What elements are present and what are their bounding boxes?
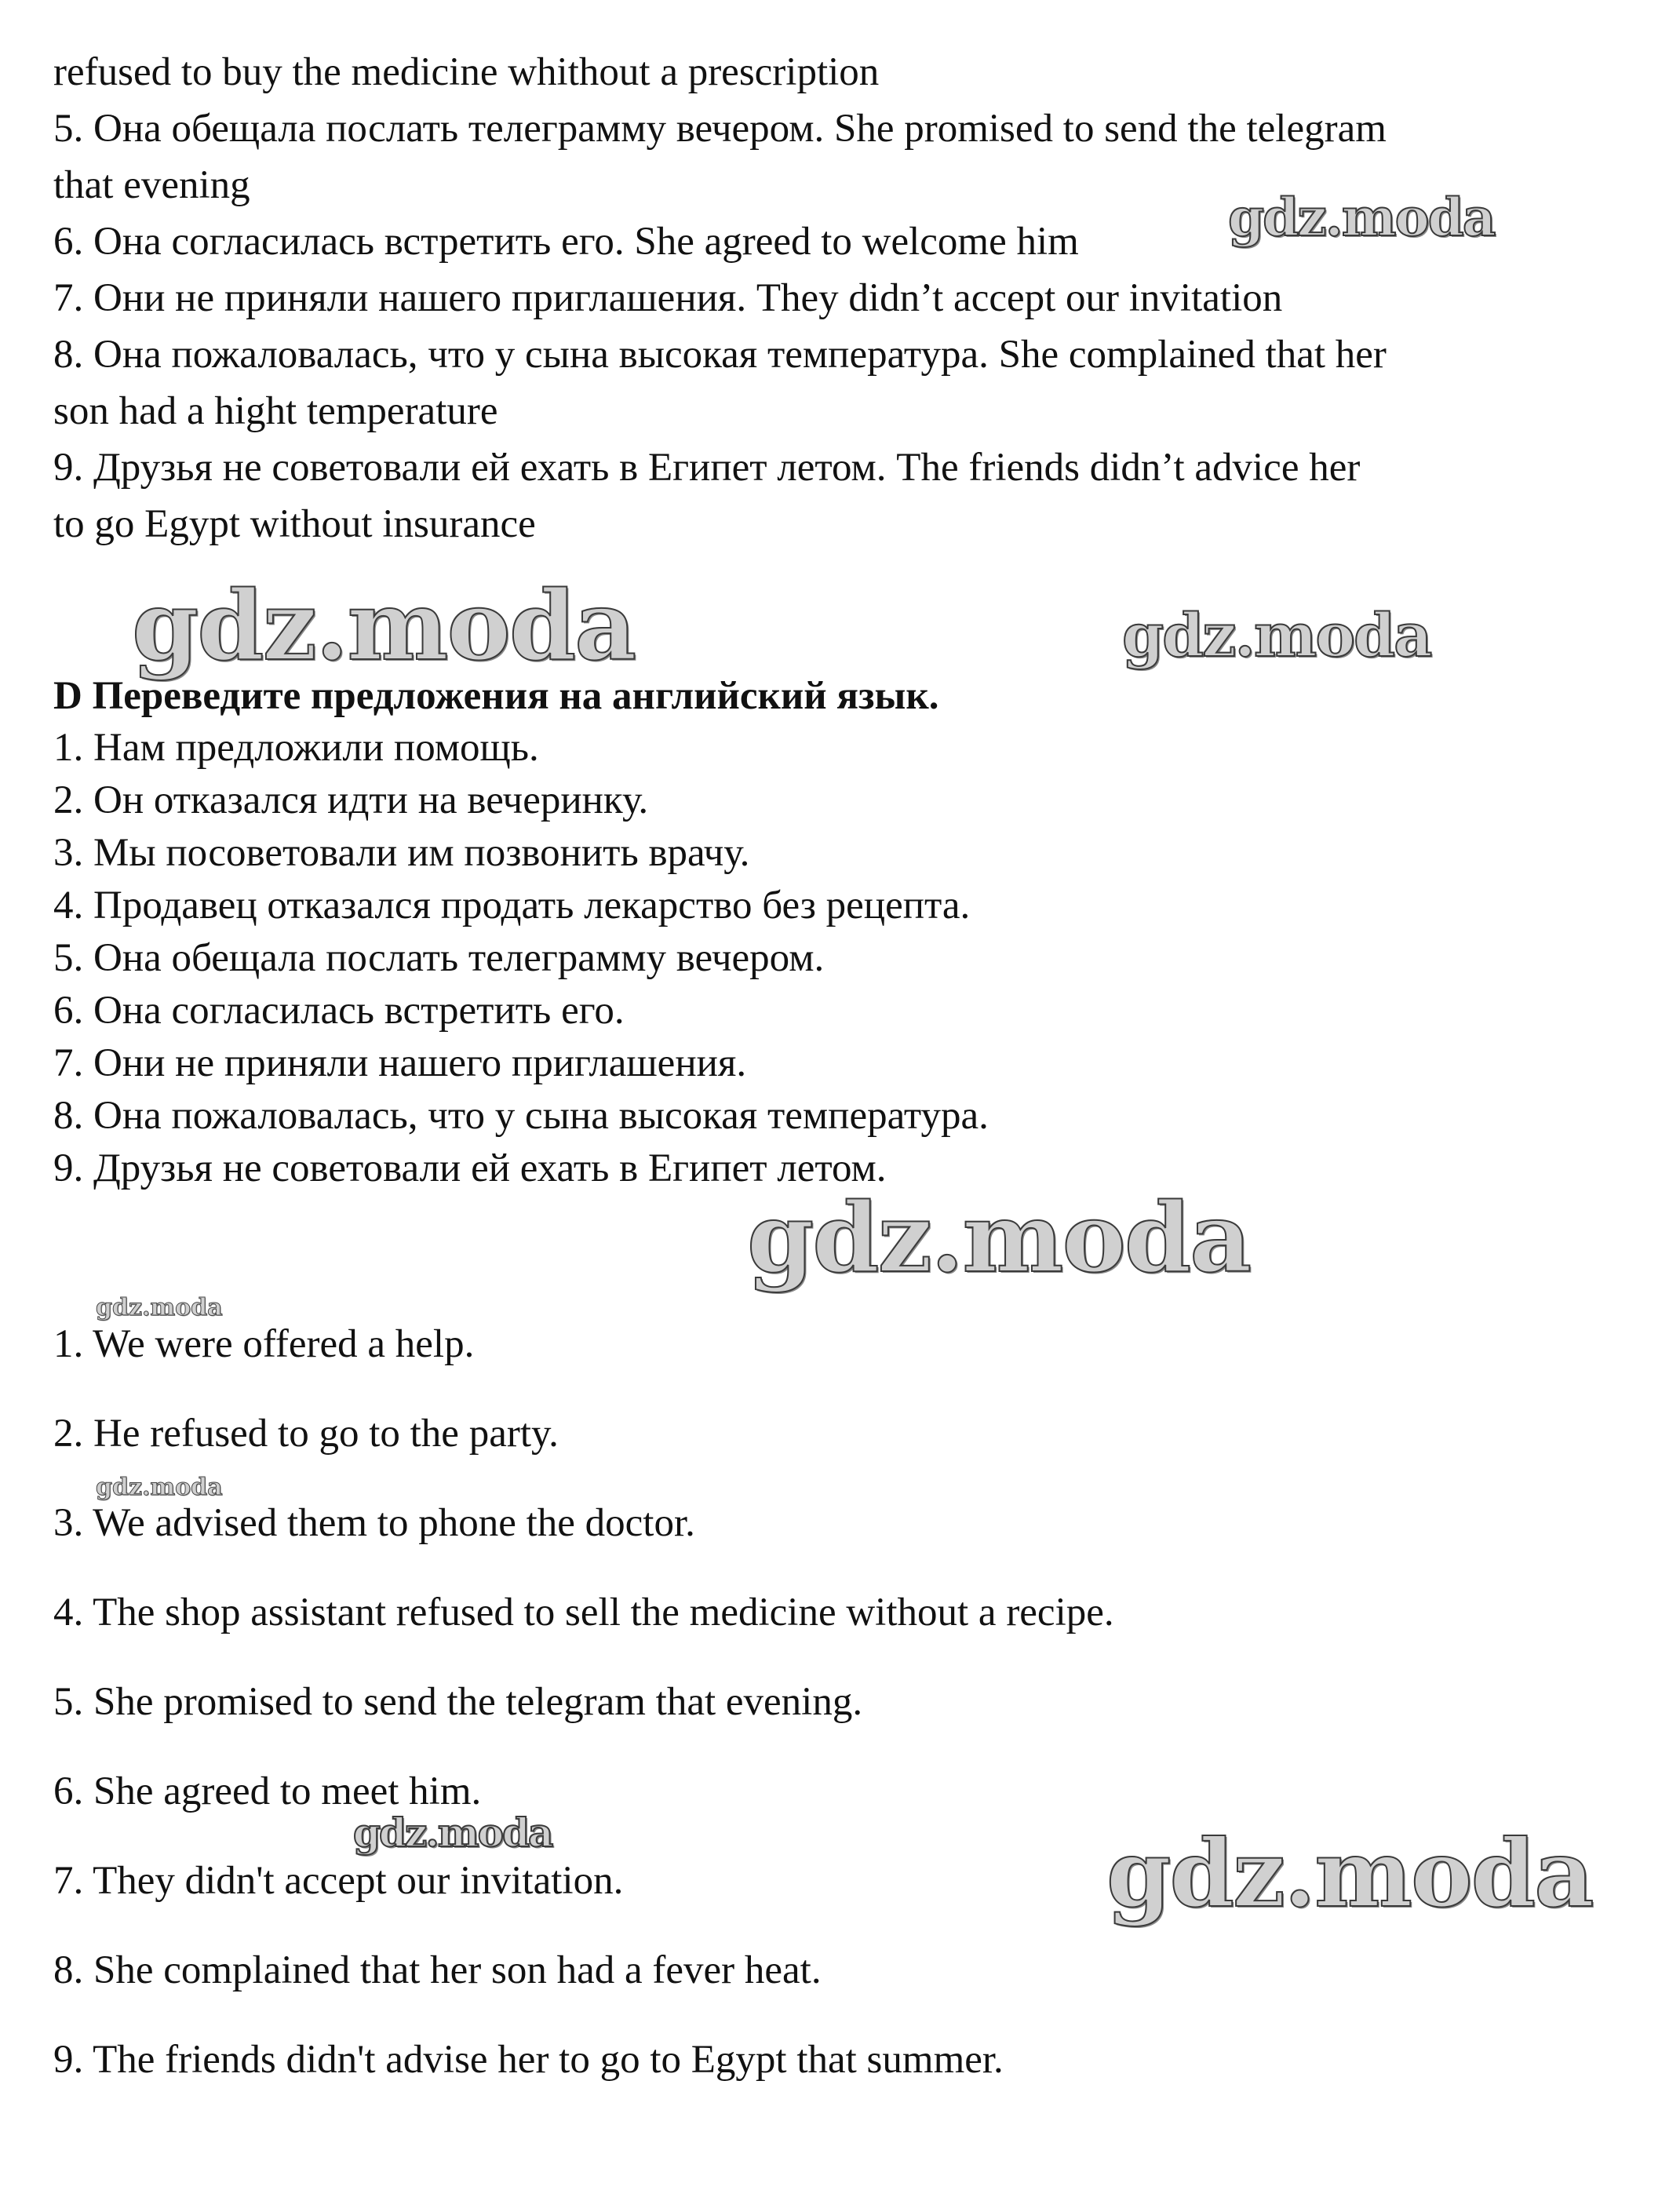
answer-line: 8. She complained that her son had a fever heat. <box>53 1948 822 1992</box>
answer-line: 3. We advised them to phone the doctor. <box>53 1501 695 1545</box>
watermark: gdz.moda <box>1228 187 1495 248</box>
previous-answer-line: 6. Она согласилась встретить его. She agreed to welcome him <box>53 220 1079 264</box>
task-sentence: 9. Друзья не советовали ей ехать в Египет летом. <box>53 1146 887 1190</box>
answer-line: 6. She agreed to meet him. <box>53 1769 482 1813</box>
watermark: gdz.moda <box>96 1474 223 1501</box>
answer-line: 7. They didn't accept our invitation. <box>53 1859 624 1903</box>
task-sentence: 4. Продавец отказался продать лекарство без рецепта. <box>53 884 971 927</box>
task-sentence: 7. Они не приняли нашего приглашения. <box>53 1041 747 1085</box>
previous-answer-line: that evening <box>53 163 250 207</box>
task-sentence: 5. Она обещала послать телеграмму вечером. <box>53 936 825 980</box>
answer-line: 4. The shop assistant refused to sell the medicine without a recipe. <box>53 1591 1114 1634</box>
previous-answer-line: 5. Она обещала послать телеграмму вечером. She promised to send the telegram <box>53 107 1387 151</box>
previous-answer-line: son had a hight temperature <box>53 389 498 433</box>
previous-answer-line: to go Egypt without insurance <box>53 502 536 546</box>
task-heading: D Переведите предложения на английский язык. <box>53 674 939 718</box>
previous-answer-line: 8. Она пожаловалась, что у сына высокая температура. She complained that her <box>53 333 1387 377</box>
answer-line: 9. The friends didn't advise her to go to Egypt that summer. <box>53 2038 1004 2082</box>
task-sentence: 2. Он отказался идти на вечеринку. <box>53 778 649 822</box>
task-sentence: 1. Нам предложили помощь. <box>53 726 539 770</box>
watermark: gdz.moda <box>747 1181 1251 1294</box>
watermark: gdz.moda <box>1106 1819 1593 1928</box>
previous-answer-line: 9. Друзья не советовали ей ехать в Египет летом. The friends didn’t advice her <box>53 446 1361 490</box>
answer-line: 2. He refused to go to the party. <box>53 1412 559 1456</box>
watermark: gdz.moda <box>353 1809 552 1856</box>
previous-answer-line: 7. Они не приняли нашего приглашения. They didn’t accept our invitation <box>53 276 1283 320</box>
answer-line: 5. She promised to send the telegram that evening. <box>53 1680 863 1724</box>
watermark: gdz.moda <box>96 1294 223 1321</box>
previous-answer-line: refused to buy the medicine whithout a prescription <box>53 50 880 94</box>
answer-line: 1. We were offered a help. <box>53 1322 475 1366</box>
watermark: gdz.moda <box>1122 600 1431 670</box>
task-sentence: 6. Она согласилась встретить его. <box>53 989 625 1033</box>
watermark: gdz.moda <box>132 569 636 682</box>
task-sentence: 8. Она пожаловалась, что у сына высокая температура. <box>53 1094 989 1138</box>
task-sentence: 3. Мы посоветовали им позвонить врачу. <box>53 831 750 875</box>
